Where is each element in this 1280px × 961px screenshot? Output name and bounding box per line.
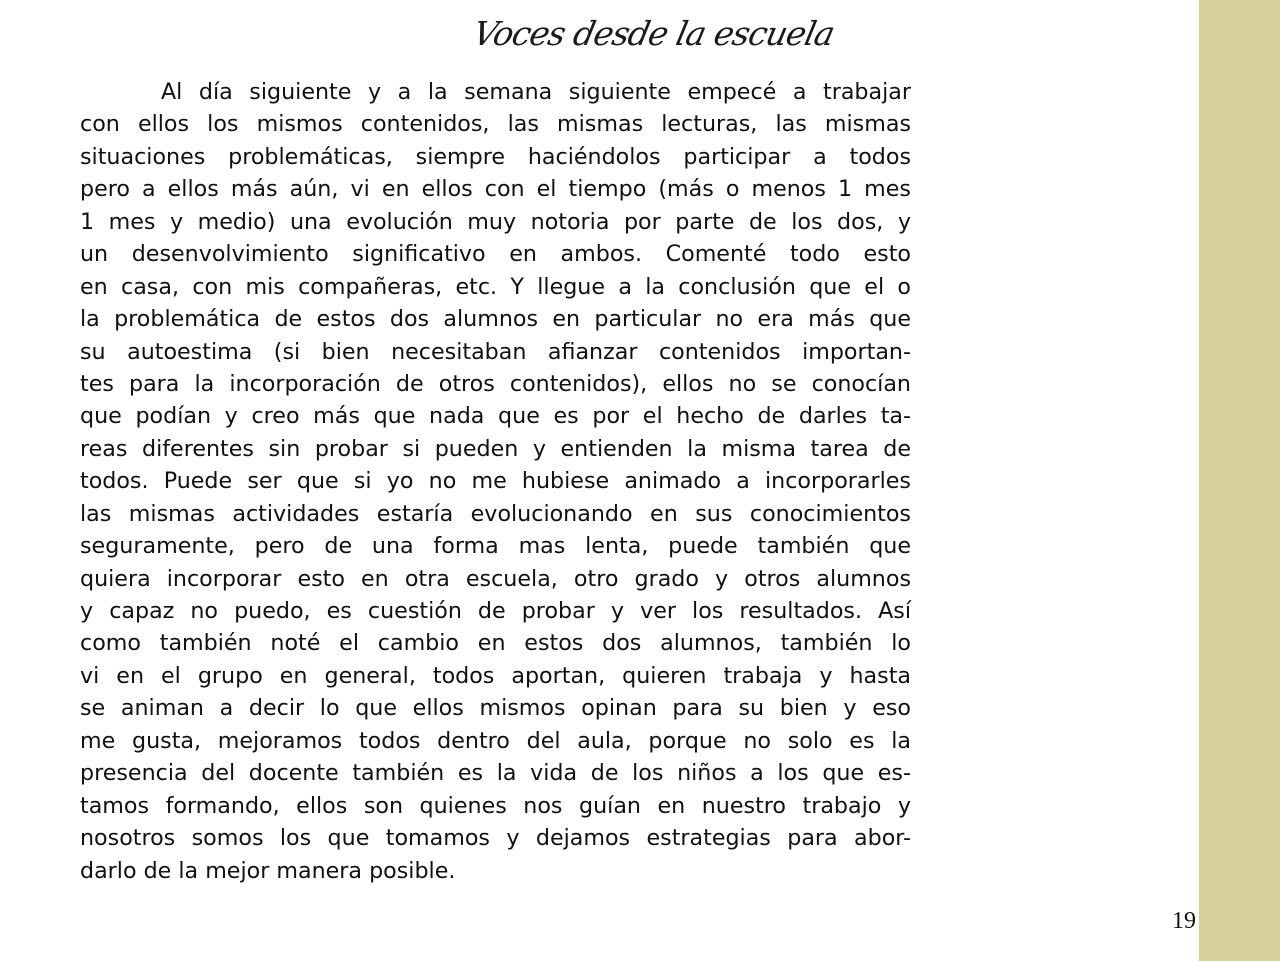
text-line: Al día siguiente y a la semana siguiente empecé a trabajar (161, 79, 911, 105)
running-head-title: Voces desde la escuela (470, 14, 839, 53)
text-line: tamos formando, ellos son quienes nos guían en nuestro trabajo y (80, 792, 911, 819)
text-line: me gusta, mejoramos todos dentro del aula, porque no solo es la (80, 727, 911, 754)
page-number: 19 (1172, 908, 1196, 934)
text-line: las mismas actividades estaría evolucionando en sus conocimientos (80, 500, 911, 527)
text-line: vi en el grupo en general, todos aportan, quieren trabaja y hasta (80, 662, 911, 689)
text-line: su autoestima (si bien necesitaban afianzar contenidos importan- (80, 338, 911, 365)
text-line: nosotros somos los que tomamos y dejamos estrategias para abor- (80, 825, 911, 852)
text-line: quiera incorporar esto en otra escuela, otro grado y otros alumnos (80, 565, 911, 592)
text-line: situaciones problemáticas, siempre haciéndolos participar a todos (80, 143, 911, 170)
text-line: seguramente, pero de una forma mas lenta, puede también que (80, 533, 911, 560)
text-line: con ellos los mismos contenidos, las mismas lecturas, las mismas (80, 111, 911, 138)
decorative-side-band (1199, 0, 1280, 961)
text-line: la problemática de estos dos alumnos en particular no era más que (80, 306, 911, 333)
text-line: pero a ellos más aún, vi en ellos con el tiempo (más o menos 1 mes (80, 176, 911, 203)
text-line: y capaz no puedo, es cuestión de probar y ver los resultados. Así (80, 598, 911, 624)
text-line: como también noté el cambio en estos dos alumnos, también lo (80, 630, 911, 657)
text-line: reas diferentes sin probar si pueden y entienden la misma tarea de (80, 435, 911, 462)
text-line: 1 mes y medio) una evolución muy notoria por parte de los dos, y (80, 208, 911, 235)
text-line: presencia del docente también es la vida de los niños a los que es- (80, 760, 911, 787)
text-line: un desenvolvimiento significativo en ambos. Comenté todo esto (80, 241, 911, 268)
text-line: tes para la incorporación de otros contenidos), ellos no se conocían (80, 370, 911, 397)
text-line: todos. Puede ser que si yo no me hubiese animado a incorporarles (80, 468, 911, 495)
text-line: darlo de la mejor manera posible. (80, 857, 456, 884)
text-line: que podían y creo más que nada que es por el hecho de darles ta- (80, 403, 911, 430)
text-line: en casa, con mis compañeras, etc. Y llegue a la conclusión que el o (80, 273, 911, 300)
body-paragraph (80, 76, 911, 887)
text-line: se animan a decir lo que ellos mismos opinan para su bien y eso (80, 695, 911, 722)
